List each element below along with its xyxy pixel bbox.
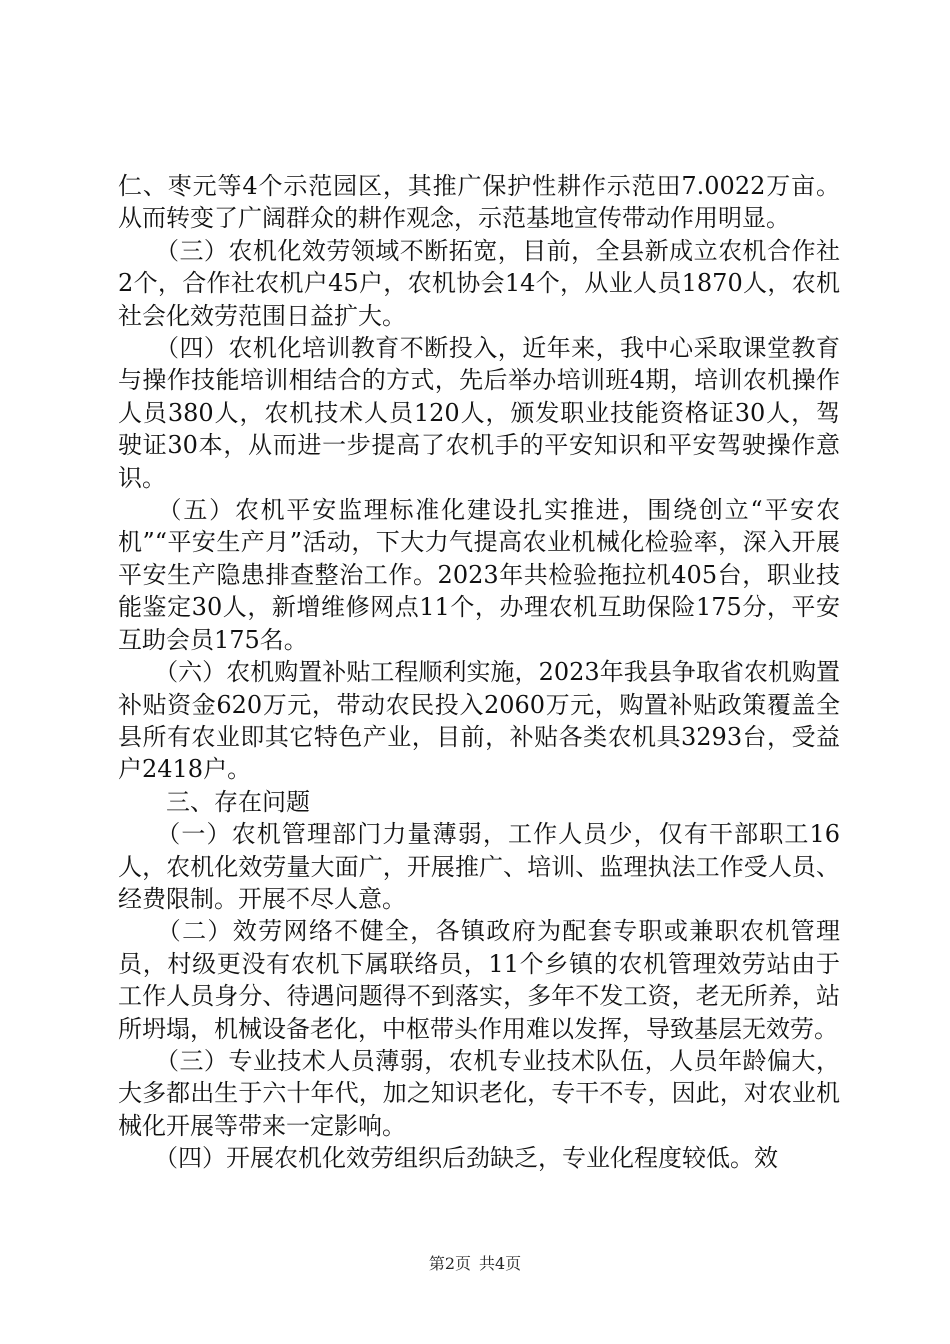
paragraph-problem-organizations: （四）开展农机化效劳组织后劲缺乏，专业化程度较低。效 (118, 1144, 778, 1173)
paragraph-service-expansion: （三）农机化效劳领域不断拓宽，目前，全县新成立农机合作社2个，合作社农机户45户，农机协会14个，从业人员1870人，农机社会化效劳范围日益扩大。 (118, 236, 840, 330)
page-total: 共4页 (479, 1254, 522, 1273)
page-number: 第2页 (428, 1254, 471, 1273)
paragraph-problem-network: （二）效劳网络不健全，各镇政府为配套专职或兼职农机管理员，村级更没有农机下属联络员，11个乡镇的农机管理效劳站由于工作人员身分、待遇问题得不到落实，多年不发工资，老无所养，站所坍塌，机械设备老化，中枢带头作用难以发挥，导致基层无效劳。 (118, 917, 840, 1043)
paragraph-problem-staffing: （一）农机管理部门力量薄弱，工作人员少，仅有干部职工16人，农机化效劳量大面广，开展推广、培训、监理执法工作受人员、经费限制。开展不尽人意。 (118, 820, 840, 913)
paragraph-demo-parks: 仁、枣元等4个示范园区，其推广保护性耕作示范田7.0022万亩。从而转变了广阔群众的耕作观念，示范基地宣传带动作用明显。 (118, 172, 840, 233)
page-footer (0, 1254, 950, 1274)
section-heading-problems: 三、存在问题 (118, 787, 310, 816)
paragraph-safety-supervision: （五）农机平安监理标准化建设扎实推进，围绕创立“平安农机”“平安生产月”活动，下大力气提高农业机械化检验率，深入开展平安生产隐患排查整治工作。2023年共检验拖拉机405台，职业技能鉴定30人，新增维修网点11个，办理农机互助保险175分，平安互助会员175名。 (118, 496, 840, 654)
paragraph-purchase-subsidy: （六）农机购置补贴工程顺利实施，2023年我县争取省农机购置补贴资金620万元，带动农民投入2060万元，购置补贴政策覆盖全县所有农业即其它特色产业，目前，补贴各类农机具3293台，受益户2418户。 (118, 658, 840, 784)
paragraph-problem-technicians: （三）专业技术人员薄弱，农机专业技术队伍，人员年龄偏大，大多都出生于六十年代，加之知识老化，专干不专，因此，对农业机械化开展等带来一定影响。 (118, 1046, 840, 1140)
paragraph-training: （四）农机化培训教育不断投入，近年来，我中心采取课堂教育与操作技能培训相结合的方式，先后举办培训班4期，培训农机操作人员380人，农机技术人员120人，颁发职业技能资格证30人，驾驶证30本，从而进一步提高了农机手的平安知识和平安驾驶操作意识。 (118, 334, 840, 492)
document-body (118, 170, 840, 1175)
